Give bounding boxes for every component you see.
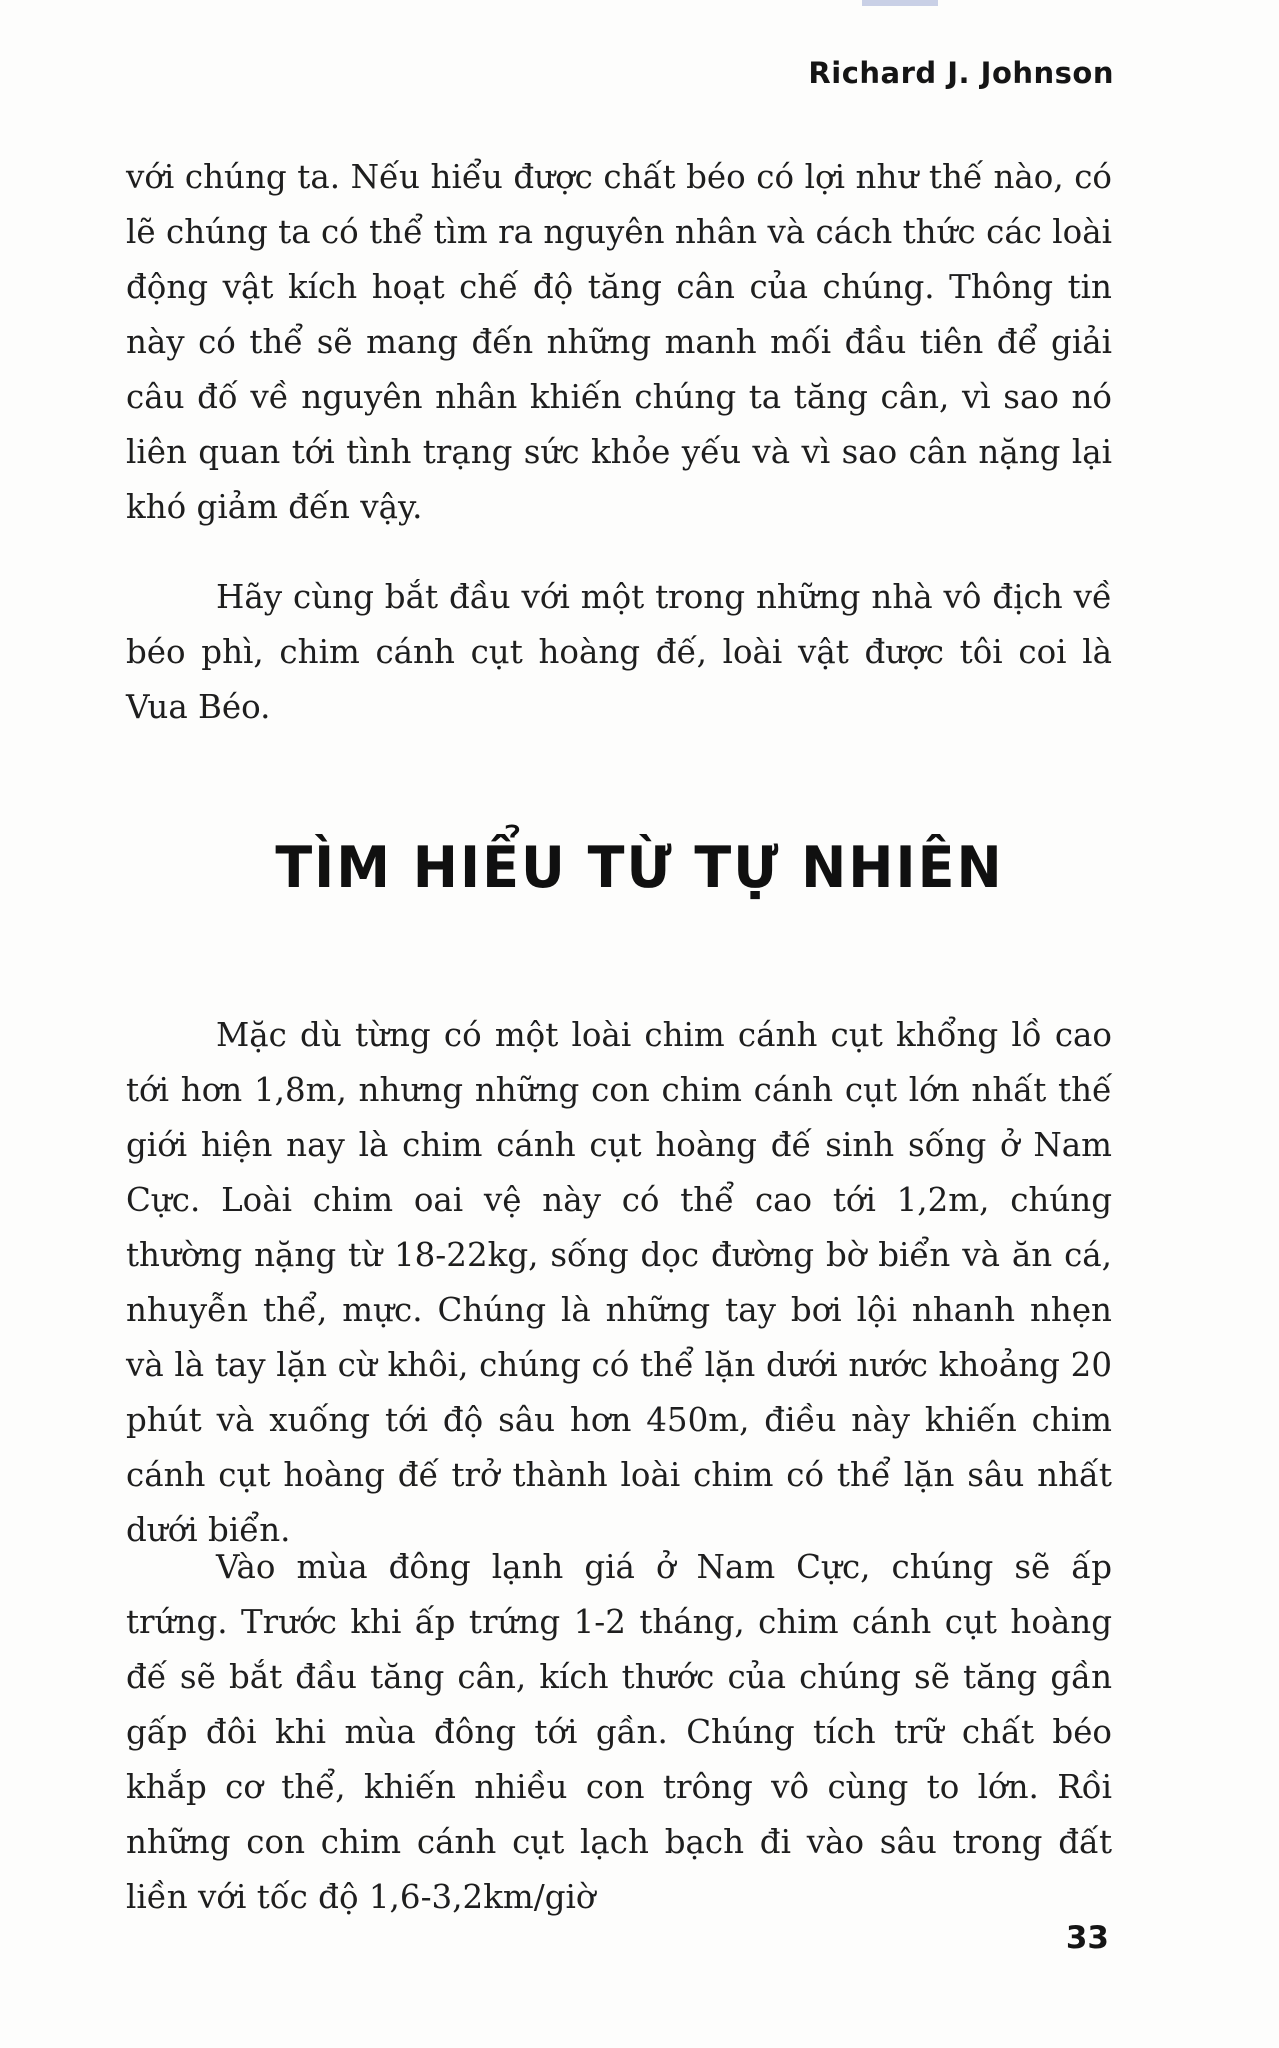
paragraph-intro-king-fat: Hãy cùng bắt đầu với một trong những nhà vô địch về béo phì, chim cánh cụt hoàng đế, loài vật được tôi coi là Vua Béo. [126,578,1112,726]
paragraph-winter-breeding: Vào mùa đông lạnh giá ở Nam Cực, chúng sẽ ấp trứng. Trước khi ấp trứng 1-2 tháng, chim cánh cụt hoàng đế sẽ bắt đầu tăng cân, kích thước của chúng sẽ tăng gần gấp đôi khi mùa đông tới gần. Chúng tích trữ chất béo khắp cơ thể, khiến nhiều con trông vô cùng to lớn. Rồi những con chim cánh cụt lạch bạch đi vào sâu trong đất liền với tốc độ 1,6-3,2km/giờ [126,1548,1112,1916]
paragraph-emperor-penguin-description: Mặc dù từng có một loài chim cánh cụt khổng lồ cao tới hơn 1,8m, nhưng những con chim cánh cụt lớn nhất thế giới hiện nay là chim cánh cụt hoàng đế sinh sống ở Nam Cực. Loài chim oai vệ này có thể cao tới 1,2m, chúng thường nặng từ 18-22kg, sống dọc đường bờ biển và ăn cá, nhuyễn thể, mực. Chúng là những tay bơi lội nhanh nhẹn và là tay lặn cừ khôi, chúng có thể lặn dưới nước khoảng 20 phút và xuống tới độ sâu hơn 450m, điều này khiến chim cánh cụt hoàng đế trở thành loài chim có thể lặn sâu nhất dưới biển. [126,1016,1112,1549]
page-edge-tab [862,0,938,6]
section-heading: TÌM HIỂU TỪ TỰ NHIÊN [275,834,1004,901]
page-number: 33 [1065,1920,1109,1956]
paragraph-continued: với chúng ta. Nếu hiểu được chất béo có lợi như thế nào, có lẽ chúng ta có thể tìm ra nguyên nhân và cách thức các loài động vật kích hoạt chế độ tăng cân của chúng. Thông tin này có thể sẽ mang đến những manh mối đầu tiên để giải câu đố về nguyên nhân khiến chúng ta tăng cân, vì sao nó liên quan tới tình trạng sức khỏe yếu và vì sao cân nặng lại khó giảm đến vậy. [126,158,1112,526]
running-header-author: Richard J. Johnson [808,56,1114,90]
